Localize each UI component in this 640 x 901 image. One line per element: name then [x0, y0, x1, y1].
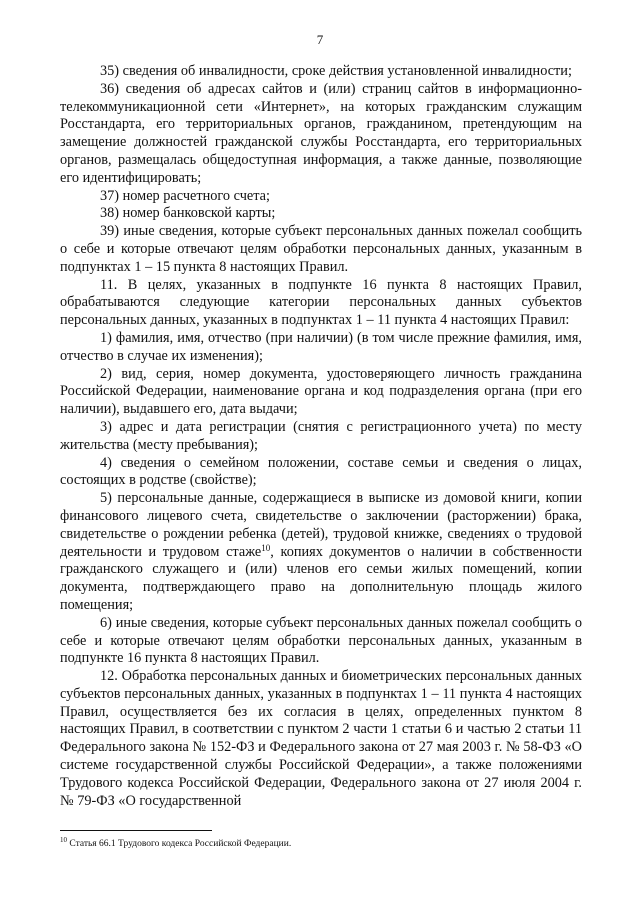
paragraph-11-item-5 — [60, 490, 582, 615]
paragraph-12: 12. Обработка персональных данных и биометрических персональных данных субъектов персональных данных, указанных в подпунктах 1 – 11 пункта 4 настоящих Правил, осуществляется без их согласия в целях, определенных пунктом 8 настоящих Правил, в соответствии с пунктом 2 части 1 статьи 6 и частью 2 статьи 11 Федерального закона № 152-ФЗ и Федерального закона от 27 мая 2003 г. № 58-ФЗ «О системе государственной службы Российской Федерации», а также положениями Трудового кодекса Российской Федерации, Федерального закона от 27 июля 2004 г. № 79-ФЗ «О государственной — [60, 668, 582, 809]
document-body — [60, 63, 582, 810]
paragraph-11-item-5-start: 5) персональные данные, содержащиеся в выписке из домовой книги, копии финансового лицевого счета, свидетельстве о заключении (расторжении) брака, свидетельстве о рождении ребенка (детей), трудовой книжке, сведениях о трудовой деятельности и трудовом стаже — [60, 490, 582, 560]
footnote-number: 10 — [60, 836, 67, 844]
footnote — [60, 838, 582, 850]
paragraph-11-item-4: 4) сведения о семейном положении, составе семьи и сведения о лицах, состоящих в родстве (свойстве); — [60, 454, 582, 489]
paragraph-36: 36) сведения об адресах сайтов и (или) страниц сайтов в информационно-телекоммуникационной сети «Интернет», на которых гражданским служащим Росстандарта, его территориальных органов, гражданином, претендующим на замещение должностей гражданской службы Росстандарта, его территориальных органов, размещалась общедоступная информация, а также данные, позволяющие его идентифицировать; — [60, 80, 582, 186]
paragraph-11: 11. В целях, указанных в подпункте 16 пункта 8 настоящих Правил, обрабатываются следующие категории персональных данных субъектов персональных данных, указанных в подпунктах 1 – 11 пункта 4 настоящих Правил: — [60, 276, 582, 329]
paragraph-11-item-1: 1) фамилия, имя, отчество (при наличии) (в том числе прежние фамилия, имя, отчество в случае их изменения); — [60, 329, 582, 364]
paragraph-38: 38) номер банковской карты; — [100, 205, 276, 222]
paragraph-39: 39) иные сведения, которые субъект персональных данных пожелал сообщить о себе и которые отвечают целям обработки персональных данных, указанным в подпунктах 1 – 15 пункта 8 настоящих Правил. — [60, 223, 582, 275]
paragraph-37: 37) номер расчетного счета; — [100, 187, 270, 204]
paragraph-11-item-3: 3) адрес и дата регистрации (снятия с регистрационного учета) по месту жительства (месту пребывания); — [60, 418, 582, 453]
footnote-divider — [60, 830, 212, 831]
footnote-text: Статья 66.1 Трудового кодекса Российской Федерации. — [67, 839, 292, 849]
paragraph-11-item-6: 6) иные сведения, которые субъект персональных данных пожелал сообщить о себе и которые отвечают целям обработки персональных данных, указанным в подпункте 16 пункта 8 настоящих Правил. — [60, 614, 582, 667]
page-number: 7 — [316, 32, 324, 47]
paragraph-35: 35) сведения об инвалидности, сроке действия установленной инвалидности; — [100, 63, 572, 79]
paragraph-11-item-2: 2) вид, серия, номер документа, удостоверяющего личность гражданина Российской Федерации, наименование органа и код подразделения органа (при его наличии), выдавшего его, дата выдачи; — [60, 365, 582, 418]
paragraph-11-item-5-end: , копиях документов о наличии в собственности гражданского служащего и (или) членов его семьи жилых помещений, копии документа, подтверждающего право на дополнительную площадь жилого помещения; — [60, 543, 582, 613]
footnote-reference[interactable]: 10 — [261, 542, 271, 553]
